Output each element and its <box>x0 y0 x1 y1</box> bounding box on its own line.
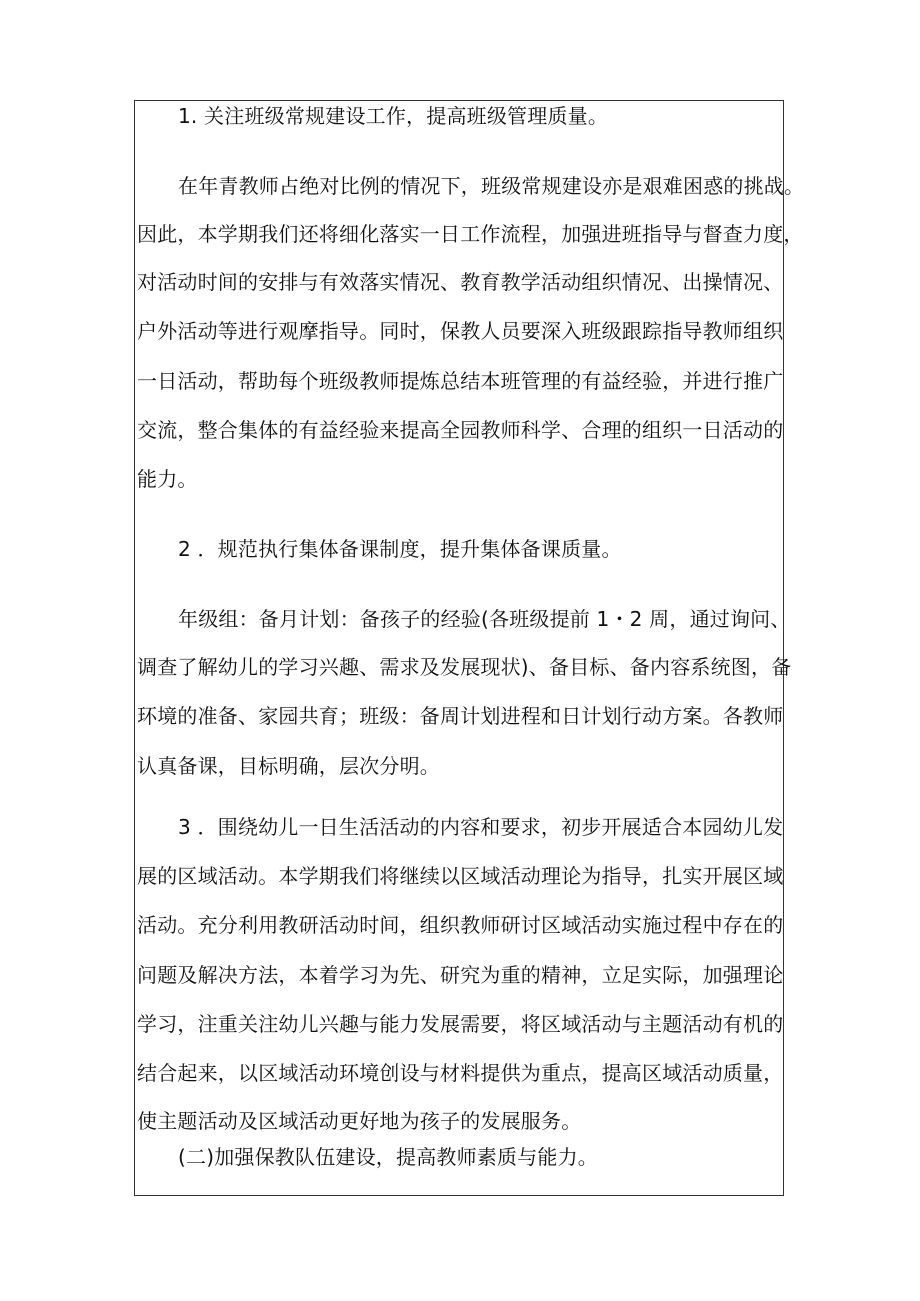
section-3-line-1: 3 ．围绕幼儿一日生活活动的内容和要求，初步开展适合本园幼儿发 <box>178 815 784 839</box>
section-3-line-7: 使主题活动及区域活动更好地为孩子的发展服务。 <box>137 1109 582 1133</box>
section-2-heading: 2 ．规范执行集体备课制度，提升集体备课质量。 <box>178 537 622 561</box>
section-4-heading: (二)加强保教队伍建设，提高教师素质与能力。 <box>178 1145 599 1169</box>
section-1-line-7: 能力。 <box>137 467 198 491</box>
section-3-line-4: 问题及解决方法，本着学习为先、研究为重的精神，立足实际，加强理论 <box>137 963 784 987</box>
section-1-line-5: 一日活动，帮助每个班级教师提炼总结本班管理的有益经验，并进行推广 <box>137 369 784 393</box>
section-1-line-4: 户外活动等进行观摩指导。同时，保教人员要深入班级跟踪指导教师组织 <box>137 319 784 343</box>
section-1-line-2: 因此，本学期我们还将细化落实一日工作流程，加强进班指导与督查力度， <box>137 222 804 246</box>
section-3-line-2: 展的区域活动。本学期我们将继续以区域活动理论为指导，扎实开展区域 <box>137 864 784 888</box>
section-2-line-4: 认真备课，目标明确，层次分明。 <box>137 754 440 778</box>
section-1-line-3: 对活动时间的安排与有效落实情况、教育教学活动组织情况、出操情况、 <box>137 270 784 294</box>
section-2-line-3: 环境的准备、家园共育；班级：备周计划进程和日计划行动方案。各教师 <box>137 704 784 728</box>
section-3-line-6: 结合起来，以区域活动环境创设与材料提供为重点，提高区域活动质量， <box>137 1061 784 1085</box>
section-2-line-1: 年级组：备月计划：备孩子的经验(各班级提前 1・2 周，通过询问、 <box>178 607 791 631</box>
section-3-line-3: 活动。充分利用教研活动时间，组织教师研讨区域活动实施过程中存在的 <box>137 913 784 937</box>
section-1-line-6: 交流，整合集体的有益经验来提高全园教师科学、合理的组织一日活动的 <box>137 418 784 442</box>
section-2-line-2: 调查了解幼儿的学习兴趣、需求及发展现状)、备目标、备内容系统图，备 <box>137 655 792 679</box>
section-1-heading: 1. 关注班级常规建设工作，提高班级管理质量。 <box>178 104 609 128</box>
section-1-line-1: 在年青教师占绝对比例的情况下，班级常规建设亦是艰难困惑的挑战。 <box>178 174 805 198</box>
section-3-line-5: 学习，注重关注幼儿兴趣与能力发展需要，将区域活动与主题活动有机的 <box>137 1012 784 1036</box>
